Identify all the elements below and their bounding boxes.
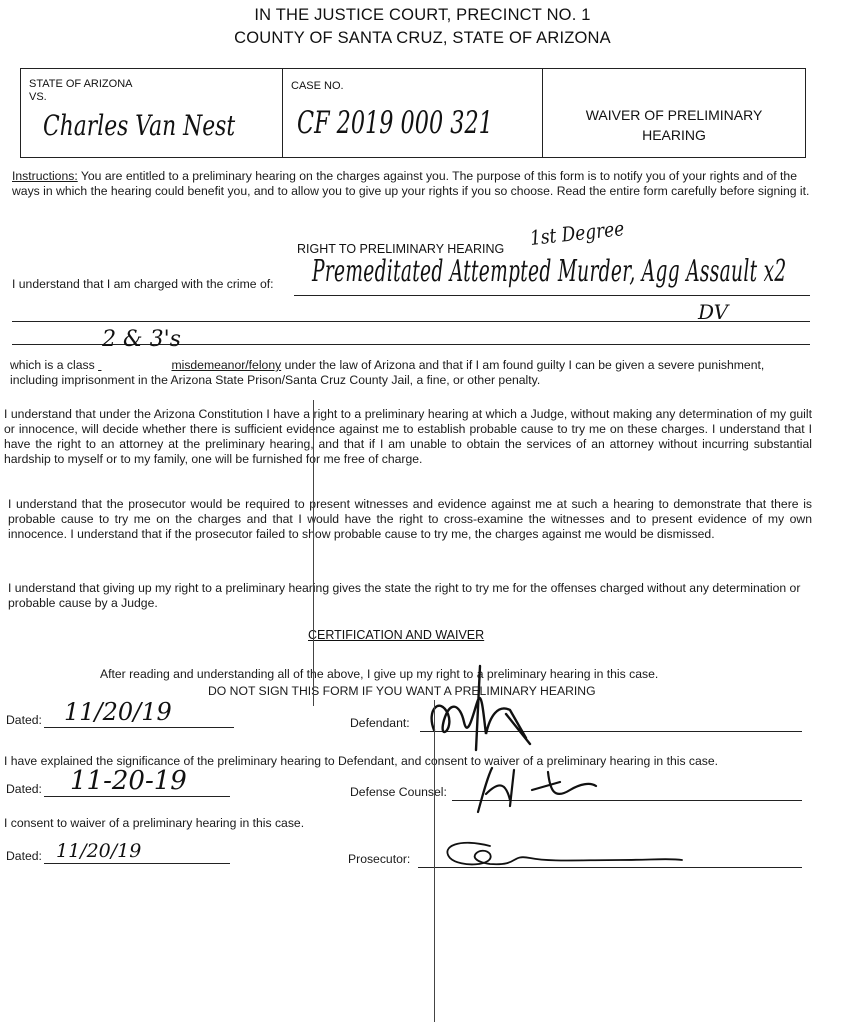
case-no-label: CASE NO. [291,80,344,92]
class-type: misdemeanor/felony [171,358,282,372]
vs-label: VS. [29,91,47,103]
prosecutor-dated-label: Dated: [6,849,42,863]
scan-line-left [313,400,314,706]
case-number-cell [283,69,543,157]
right-heading: RIGHT TO PRELIMINARY HEARING [297,242,505,256]
prosecutor-role-label: Prosecutor: [348,852,411,866]
county-title: COUNTY OF SANTA CRUZ, STATE OF ARIZONA [234,29,611,47]
defendant-date: 11/20/19 [64,698,172,726]
constitution-paragraph: I understand that under the Arizona Constitution I have a right to a preliminary hearing at which a Judge, without making any determination of my guilt or innocence, will decide whether there is sufficient evidence against me to establish probable cause to try me on these charges. I understand that I have the right to an attorney at the preliminary hearing, and that if I am unable to obtain the services of an attorney without incurring substantial hardship to myself or to my family, one will be furnished for me free of charge. [4,407,812,466]
form-title-cell [543,69,805,157]
degree-note: 1st Degree [528,216,626,250]
counsel-date: 11-20-19 [70,766,187,796]
charge-line-2 [12,321,810,322]
certification-warning: DO NOT SIGN THIS FORM IF YOU WANT A PRELIMINARY HEARING [208,684,596,698]
prosecutor-paragraph: I understand that the prosecutor would be required to present witnesses and evidence against me at such a hearing to demonstrate that there is probable cause to try me on the charges and that I would have the right to cross-examine the witnesses and to present evidence of my own innocence. I understand that if the prosecutor failed to show probable cause to try me, the charges against me would be dismissed. [8,497,812,541]
charge-handwritten: Premeditated Attempted Murder, Agg Assault x2 [312,254,787,289]
party-cell [21,69,283,157]
counsel-role-label: Defense Counsel: [350,785,447,799]
charge-line-1 [294,295,810,296]
class-prefix: which is a class [10,358,95,372]
case-caption-box [20,68,806,158]
class-blank [98,327,181,373]
dv-note: DV [698,300,729,324]
prosecutor-date-line [44,863,230,864]
defendant-name: Charles Van Nest [43,109,236,142]
counsel-dated-label: Dated: [6,782,42,796]
class-paragraph [10,327,814,388]
instructions-label: Instructions: [12,169,78,183]
defendant-role-label: Defendant: [350,716,410,730]
counsel-signature-icon [470,760,610,820]
form-title-line1: WAIVER OF PRELIMINARY [585,107,763,123]
counsel-statement: I have explained the significance of the preliminary hearing to Defendant, and consent to waiver of a preliminary hearing in this case. [4,754,719,768]
court-title: IN THE JUSTICE COURT, PRECINCT NO. 1 [254,6,591,24]
certification-statement: After reading and understanding all of the above, I give up my right to a preliminary hearing in this case. [100,667,659,681]
instructions-text: You are entitled to a preliminary hearing on the charges against you. The purpose of this form is to notify you of your rights and of the ways in which the hearing could benefit you, and to allow you to give up your rights if you so choose. Read the entire form carefully before signing it. [12,169,810,198]
giving-up-paragraph: I understand that giving up my right to a preliminary hearing gives the state the right to try me for the offenses charged without any determination or probable cause by a Judge. [8,581,801,610]
form-title [543,105,805,145]
defendant-dated-label: Dated: [6,713,42,727]
charge-label: I understand that I am charged with the crime of: [12,277,274,291]
class-value: 2 & 3's [102,327,181,352]
defendant-signature-icon [420,660,560,760]
prosecutor-signature-icon [420,836,690,876]
form-title-line2: HEARING [642,127,706,143]
prosecutor-statement: I consent to waiver of a preliminary hearing in this case. [4,816,305,830]
case-number: CF 2019 000 321 [297,105,493,141]
state-label: STATE OF ARIZONA [29,78,133,90]
defendant-date-line [44,727,234,728]
counsel-date-line [44,796,230,797]
instructions-paragraph [12,169,814,199]
certification-heading: CERTIFICATION AND WAIVER [308,628,485,642]
class-rest: under the law of Arizona and that if I am found guilty I can be given a severe punishment, including imprisonment in the Arizona State Prison/Santa Cruz County Jail, a fine, or other penalty. [10,358,765,387]
prosecutor-date: 11/20/19 [56,840,142,862]
scan-line-right [434,700,435,1022]
